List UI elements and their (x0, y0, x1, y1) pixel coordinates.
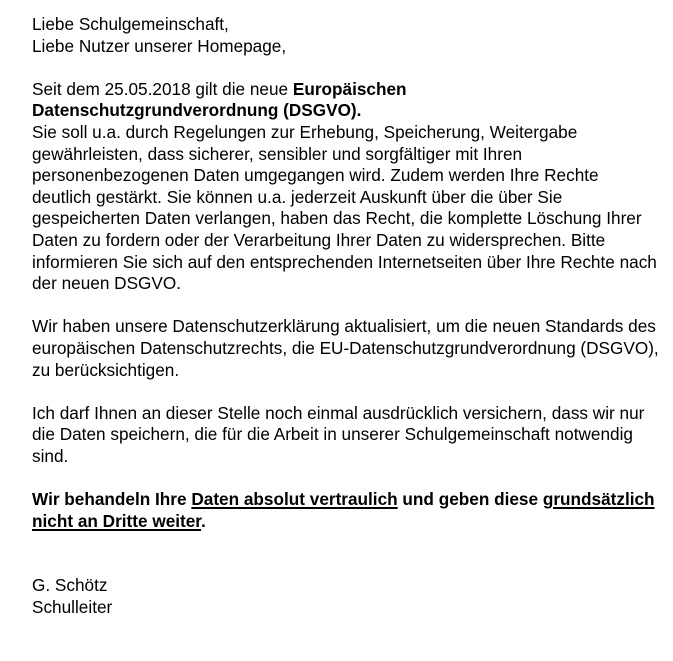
paragraph-dsgvo-body: Sie soll u.a. durch Regelungen zur Erhebung, Speicherung, Weitergabe gewährleisten, dass sicherer, sensibler und sorgfältiger mit Ihren personenbezogenen Daten umgegangen wird. Zudem werden Ihre Rechte deutlich gestärkt. Sie können u.a. jederzeit Auskunft über die über Sie gespeicherten Daten verlangen, haben das Recht, die komplette Löschung Ihrer Daten zu fordern oder der Verarbeitung Ihrer Daten zu widersprechen. Bitte informieren Sie sich auf den entsprechenden Internetseiten über Ihre Rechte nach der neuen DSGVO. (32, 121, 657, 294)
greeting-line-1: Liebe Schulgemeinschaft, (32, 14, 229, 34)
signature-name: G. Schötz (32, 575, 108, 596)
spacer (32, 295, 662, 317)
signature-title: Schulleiter (32, 596, 113, 617)
regulation-name-line-1: Europäischen (292, 78, 407, 99)
spacer (32, 57, 662, 79)
paragraph-dsgvo-intro (32, 79, 662, 122)
confidentiality-underlined-2: grundsätzlich nicht an Dritte weiter (32, 489, 655, 531)
greeting-line-2: Liebe Nutzer unserer Homepage, (32, 35, 287, 56)
spacer (32, 467, 662, 489)
spacer (32, 532, 662, 575)
paragraph-privacy-update: Wir haben unsere Datenschutzerklärung aktualisiert, um die neuen Standards des europäischen Datenschutzrechts, die EU-Datenschutzgrundverordnung (DSGVO), zu berücksichtigen. (32, 316, 659, 380)
confidentiality-underlined-1: Daten absolut vertraulich (191, 489, 398, 510)
confidentiality-part-c: und geben diese (397, 489, 543, 510)
regulation-name-line-2: Datenschutzgrundverordnung (DSGVO). (32, 100, 362, 121)
confidentiality-part-a: Wir behandeln Ihre (32, 489, 192, 510)
paragraph-assurance: Ich darf Ihnen an dieser Stelle noch einmal ausdrücklich versichern, dass wir nur die Daten speichern, die für die Arbeit in unserer Schulgemeinschaft notwendig sind. (32, 402, 645, 466)
intro-text: Seit dem 25.05.2018 gilt die neue (32, 78, 293, 99)
confidentiality-part-e: . (201, 510, 206, 531)
spacer (32, 381, 662, 403)
paragraph-confidentiality (32, 489, 662, 532)
letter (32, 14, 662, 618)
